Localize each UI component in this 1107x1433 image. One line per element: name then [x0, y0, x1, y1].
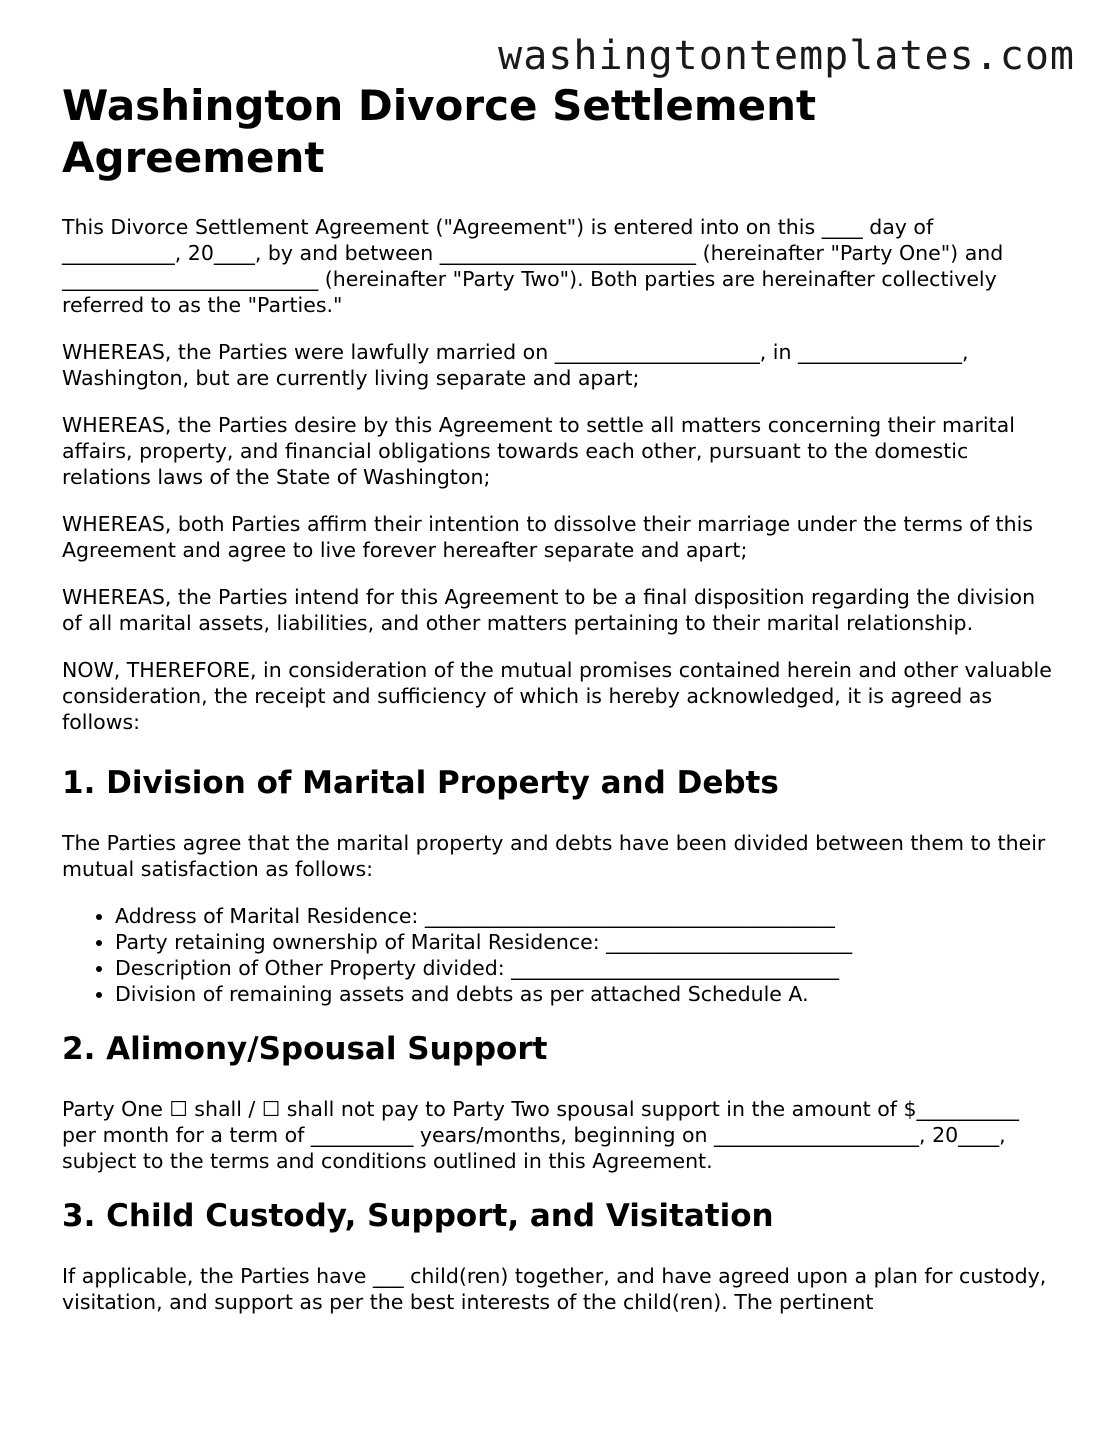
section-paragraph: The Parties agree that the marital property and debts have been divided between them to their mutual satisfaction as follows: — [62, 831, 1046, 881]
section-paragraph: Party One ☐ shall / ☐ shall not pay to Party Two spousal support in the amount of $__________ per month for a term of __________ years/months, beginning on ____________________, 20____, subject to the terms and conditions outlined in this Agreement. — [62, 1097, 1020, 1173]
page-title: Washington Divorce Settlement Agreement — [62, 81, 817, 182]
list-item: • Address of Marital Residence: ________________________________________ — [115, 903, 1052, 929]
whereas-paragraph: WHEREAS, the Parties intend for this Agreement to be a final disposition regarding the division of all marital assets, liabilities, and other matters pertaining to their marital relationship. — [62, 585, 1036, 635]
property-list — [62, 903, 1052, 1007]
document-body — [62, 80, 1052, 1315]
section-heading: 1. Division of Marital Property and Debts — [62, 765, 779, 801]
now-therefore-paragraph: NOW, THEREFORE, in consideration of the mutual promises contained herein and other valuable consideration, the receipt and sufficiency of which is hereby acknowledged, it is agreed as follows: — [62, 658, 1052, 734]
list-item: • Party retaining ownership of Marital Residence: ________________________ — [115, 929, 1052, 955]
whereas-paragraph: WHEREAS, the Parties were lawfully married on ____________________, in ________________, Washington, but are currently living separate and apart; — [62, 340, 969, 390]
section-heading: 2. Alimony/Spousal Support — [62, 1031, 548, 1067]
section-heading: 3. Child Custody, Support, and Visitation — [62, 1198, 774, 1234]
list-item: • Description of Other Property divided: ________________________________ — [115, 955, 1052, 981]
whereas-paragraph: WHEREAS, the Parties desire by this Agreement to settle all matters concerning their marital affairs, property, and financial obligations towards each other, pursuant to the domestic relations laws of the State of Washington; — [62, 413, 1015, 489]
intro-paragraph: This Divorce Settlement Agreement ("Agreement") is entered into on this ____ day of ___________, 20____, by and between _________________________ (hereinafter "Party One") and _________________________ (hereinafter "Party Two"). Both parties are hereinafter collectively referred to as the "Parties." — [62, 215, 1004, 317]
watermark: washingtontemplates.com — [498, 33, 1075, 79]
list-item: • Division of remaining assets and debts as per attached Schedule A. — [115, 981, 1052, 1007]
section-paragraph: If applicable, the Parties have ___ child(ren) together, and have agreed upon a plan for custody, visitation, and support as per the best interests of the child(ren). The pertinent — [62, 1264, 1047, 1314]
whereas-paragraph: WHEREAS, both Parties affirm their intention to dissolve their marriage under the terms of this Agreement and agree to live forever hereafter separate and apart; — [62, 512, 1033, 562]
